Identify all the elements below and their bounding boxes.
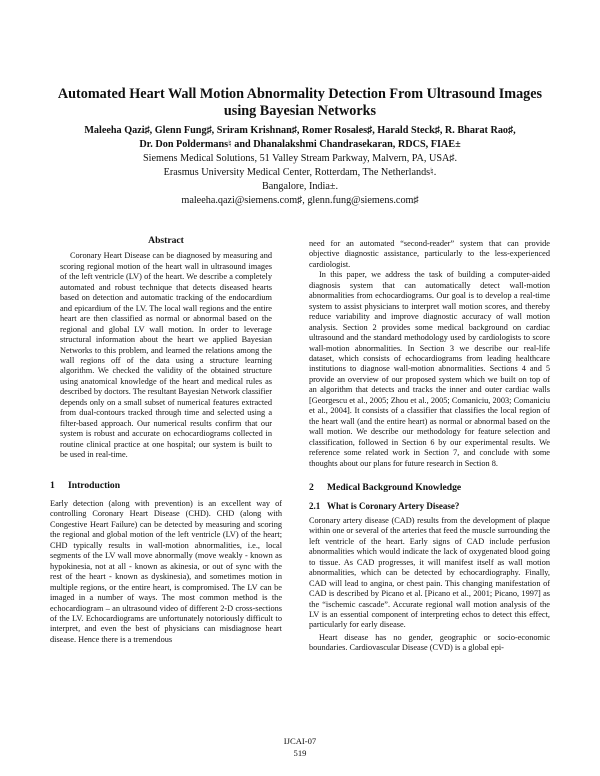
right-column [309, 239, 550, 654]
section-2-number: 2 [309, 481, 314, 493]
section-2-title: Medical Background Knowledge [327, 481, 462, 493]
author-block [30, 124, 570, 208]
section-1-text: Early detection (along with prevention) is an excellent way of controlling Coronary Heart Disease (CHD). CHD (along with Congestive Heart Failure) can be detected by measuring and scoring the regional and global motion of the left ventricle (LV) of the heart; CHD typically results in wall-motion abnormalities, i.e., local segments of the LV wall move abnormally (move weakly - known as hypokinesia, not at all - known as akinesia, or out of sync with the rest of the heart - known as dyskinesia), and sometimes motion in multiple regions, or the entire heart, is compromised. The LV can be imaged in a number of ways. The most common method is the echocardiogram – an ultrasound video of different 2-D cross-sections of the LV. Echocardiograms are unfortunately notoriously difficult to interpret, and even the best of physicians can misdiagnose heart disease. Hence there is a tremendous [50, 498, 282, 644]
title-line-2: using Bayesian Networks [223, 103, 377, 119]
title-line-1: Automated Heart Wall Motion Abnormality Detection From Ultrasound Images [57, 86, 543, 102]
section-1-title: Introduction [68, 479, 121, 491]
section-1-number: 1 [50, 479, 55, 491]
abstract-heading: Abstract [148, 235, 184, 246]
footer-page-number: 519 [293, 748, 307, 758]
authors-line-1: Maleeha Qazi♯, Glenn Fung♯, Sriram Krishnan♯, Romer Rosales♯, Harald Steck♯, R. Bharat Rao♯, [84, 125, 516, 136]
section-1-heading [50, 481, 282, 491]
intro-paragraph-2: In this paper, we address the task of building a computer-aided diagnosis system that can automatically detect wall-motion abnormalities from echocardiograms. Our goal is to develop a real-time system to assist physicians to interpret wall motion scores, and thereby reduce variability and improve diagnostic accuracy of wall motion analysis. Section 2 provides some medical background on cardiac ultrasound and the standard methodology used by cardiologists to score wall-motion abnormalities. In Section 3 we describe our real-life dataset, which consists of echocardiograms from leading healthcare institutions to diagnose wall-motion abnormalities. Sections 4 and 5 provide an overview of our proposed system which we built on top of an algorithm that detects and tracks the inner and outer cardiac walls [Georgescu et al., 2005; Zhou et al., 2005; Comaniciu, 2003; Comaniciu et al., 2004]. It consists of a classifier that classifies the local region of the heart wall (and the entire heart) as normal or abnormal based on the wall motion. We describe our methodology for feature selection and classification, followed in Section 6 by our experimental results. We reference some related work in Section 7, and conclude with some thoughts about our plans for future research in Section 8. [309, 270, 550, 468]
section-2-1-paragraph-1: Coronary artery disease (CAD) results from the development of plaque within one or several of the arteries that feed the muscle surrounding the left ventricle of the heart. Early signs of CAD include perfusion abnormalities which would indicate the lack of oxygenated blood going to tissue. As CAD progresses, it will manifest itself as wall motion abnormalities, which can be detected by echocardiography. Finally, CAD will lead to angina, or chest pain. This changing manifestation of CAD is described by Picano et al. [Picano et al., 2001; Picano, 1997] as the “ischemic cascade”. Accurate regional wall motion analysis of the LV is an essential component of interpreting echos to detect this effect, particularly for early disease. [309, 515, 550, 630]
paper-title [40, 86, 560, 120]
intro-continuation: need for an automated “second-reader” system that can provide objective diagnostic assistance, particularly to the less-experienced cardiologist. [309, 239, 550, 269]
author-emails: maleeha.qazi@siemens.com♯, glenn.fung@siemens.com♯ [181, 195, 419, 206]
affiliation-erasmus: Erasmus University Medical Center, Rotterdam, The Netherlands♮. [163, 167, 437, 178]
subsection-2-1-title: What is Coronary Artery Disease? [327, 501, 460, 512]
left-column [50, 236, 282, 645]
subsection-2-1-number: 2.1 [309, 501, 321, 512]
abstract-text: Coronary Heart Disease can be diagnosed by measuring and scoring regional motion of the heart wall in ultrasound images of the left ventricle (LV) of the heart. We describe a completely automated and robust technique that detects diseased hearts based on detection and automatic tracking of the endocardium and epicardium of the LV. The local wall regions and the entire heart are then classified as normal or abnormal based on the regional and global LV wall motion. In order to leverage structural information about the heart we applied Bayesian Networks to this problem, and learned the relations among the wall regions off of the data using a structure learning algorithm. We checked the validity of the obtained structure using anatomical knowledge of the heart and medical rules as described by doctors. The resultant Bayesian Network classifier depends only on a small subset of numerical features extracted from dual-contours tracked through time and selected using a filter-based approach. Our numerical results confirm that our system is robust and accurate on echocardiograms collected in routine clinical practice at one hospital; our system is built to be used in real-time. [60, 251, 272, 460]
section-2-1-paragraph-2: Heart disease has no gender, geographic or socio-economic boundaries. Cardiovascular Disease (CVD) is a global epi- [309, 632, 550, 653]
affiliation-siemens: Siemens Medical Solutions, 51 Valley Stream Parkway, Malvern, PA, USA♯. [143, 153, 457, 164]
subsection-2-1-heading [309, 501, 550, 511]
footer-venue: IJCAI-07 [283, 736, 317, 746]
authors-line-2: Dr. Don Poldermans♮ and Dhanalakshmi Chandrasekaran, RDCS, FIAE± [139, 139, 461, 150]
section-2-heading [309, 483, 550, 493]
affiliation-bangalore: Bangalore, India±. [261, 181, 339, 192]
